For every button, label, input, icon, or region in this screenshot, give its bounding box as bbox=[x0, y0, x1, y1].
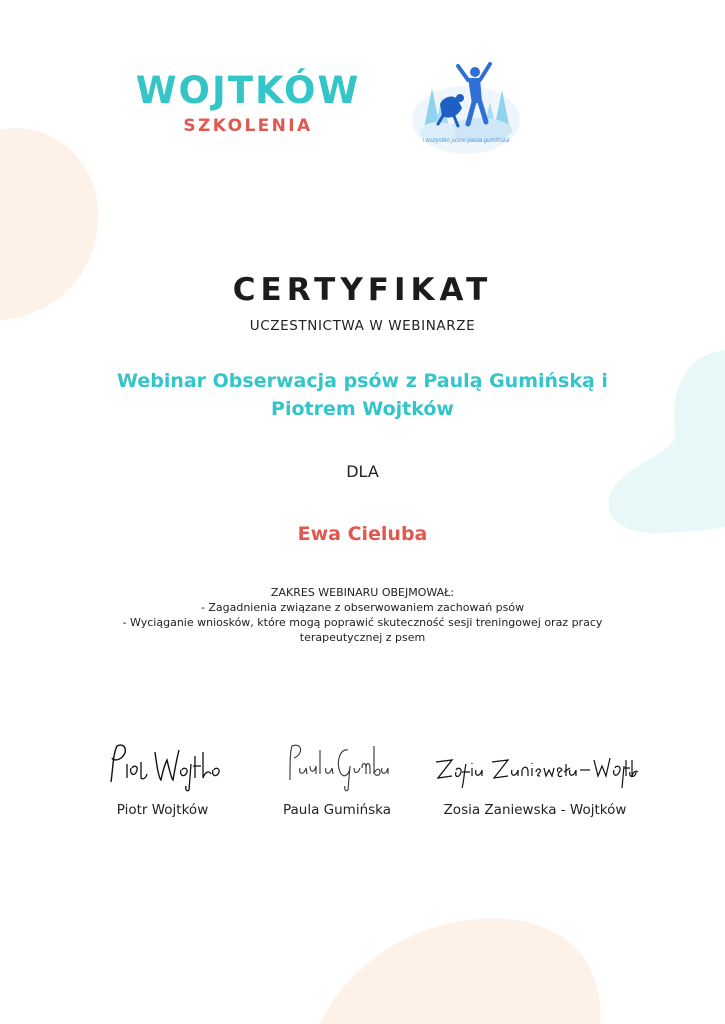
badge-caption: i wszystko jasne paula gumińska bbox=[422, 138, 510, 144]
scope-item: - Zagadnienia związane z obserwowaniem zachowań psów bbox=[200, 601, 525, 614]
webinar-title-line-2: Piotrem Wojtków bbox=[271, 398, 454, 420]
signature-block-paula bbox=[262, 738, 412, 818]
signatory-name: Piotr Wojtków bbox=[116, 802, 209, 818]
signature-block-zofia bbox=[425, 738, 645, 818]
signature-block-piotr bbox=[85, 738, 240, 818]
certificate-subtitle: UCZESTNICTWA W WEBINARZE bbox=[249, 318, 476, 334]
brand-tagline: SZKOLENIA bbox=[183, 116, 313, 136]
background-blob-bottom bbox=[300, 900, 610, 1024]
for-label: DLA bbox=[346, 462, 379, 481]
webinar-title bbox=[70, 367, 655, 423]
participant-name: Ewa Cieluba bbox=[297, 523, 428, 545]
brand-logo bbox=[128, 70, 368, 136]
scope-item: terapeutycznej z psem bbox=[299, 631, 426, 644]
signature-image-zofia bbox=[430, 738, 640, 794]
certificate-title: CERTYFIKAT bbox=[232, 272, 493, 308]
brand-name: WOJTKÓW bbox=[135, 69, 361, 112]
signatory-name: Zosia Zaniewska - Wojtków bbox=[443, 802, 627, 818]
scope-heading: ZAKRES WEBINARU OBEJMOWAŁ: bbox=[270, 586, 455, 599]
webinar-scope bbox=[80, 585, 645, 645]
signature-image-paula bbox=[282, 738, 392, 794]
signature-image-piotr bbox=[103, 738, 223, 794]
webinar-title-line-1: Webinar Obserwacja psów z Paulą Gumińską i bbox=[117, 370, 608, 392]
scope-item: - Wyciąganie wniosków, które mogą poprawić skuteczność sesji treningowej oraz pracy bbox=[122, 616, 603, 629]
signatory-name: Paula Gumińska bbox=[282, 802, 392, 818]
